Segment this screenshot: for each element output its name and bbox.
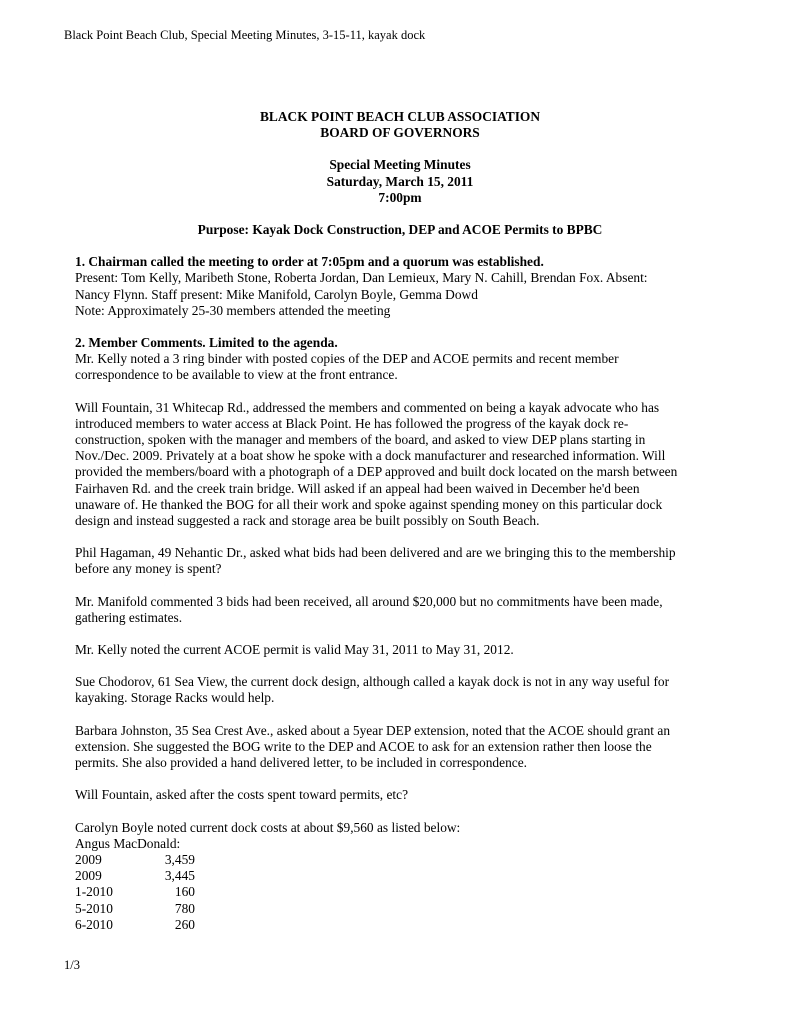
paragraph-line: gathering estimates. xyxy=(75,609,183,625)
paragraph-line: unaware of. He thanked the BOG for all their work and spoke against spending money on this particular dock xyxy=(75,496,663,512)
org-title: BLACK POINT BEACH CLUB ASSOCIATION xyxy=(259,109,541,124)
meeting-time: 7:00pm xyxy=(378,189,422,205)
paragraph-line: construction, spoken with the manager and members of the board, and asked to view DEP plans starting in xyxy=(75,432,646,448)
cost-year: 2009 xyxy=(75,868,102,884)
cost-amount: 3,459 xyxy=(164,851,195,867)
meeting-date: Saturday, March 15, 2011 xyxy=(326,173,474,189)
paragraph-line: Will Fountain, 31 Whitecap Rd., addressed the members and commented on being a kayak advocate who has xyxy=(75,399,660,415)
paragraph-line: provided the members/board with a photograph of a DEP approved and built dock located on the marsh between xyxy=(75,464,678,480)
cost-year: 2009 xyxy=(75,851,102,867)
paragraph-line: design and instead suggested a rack and storage area be built possibly on South Beach. xyxy=(75,513,540,529)
paragraph xyxy=(75,594,725,626)
paragraph xyxy=(75,820,725,933)
cost-row xyxy=(75,917,725,933)
board-title: BOARD OF GOVERNORS xyxy=(320,125,480,141)
cost-row xyxy=(75,901,725,917)
paragraph-line: before any money is spent? xyxy=(75,561,222,577)
paragraph xyxy=(75,545,725,577)
paragraph xyxy=(75,400,725,530)
meeting-purpose: Purpose: Kayak Dock Construction, DEP and ACOE Permits to BPBC xyxy=(197,222,603,238)
paragraph-line: extension. She suggested the BOG write to the DEP and ACOE to ask for an extension rather then loose the xyxy=(75,738,652,754)
paragraph-line: introduced members to water access at Black Point. He has followed the progress of the kayak dock re- xyxy=(75,415,629,431)
paragraph-line: Sue Chodorov, 61 Sea View, the current dock design, although called a kayak dock is not in any way useful for xyxy=(75,674,670,690)
paragraph-line: Carolyn Boyle noted current dock costs at about $9,560 as listed below: xyxy=(75,819,461,835)
section-1-title: 1. Chairman called the meeting to order at 7:05pm and a quorum was established. xyxy=(75,254,544,270)
cost-list xyxy=(75,852,725,933)
cost-amount: 780 xyxy=(174,900,195,916)
meeting-type: Special Meeting Minutes xyxy=(329,157,471,173)
paragraph-line: Mr. Kelly noted a 3 ring binder with posted copies of the DEP and ACOE permits and recent member xyxy=(75,351,619,367)
cost-year: 6-2010 xyxy=(75,916,113,932)
cost-year: 1-2010 xyxy=(75,884,113,900)
page-number: 1/3 xyxy=(64,958,80,972)
paragraph xyxy=(75,787,725,803)
paragraph-line: Nov./Dec. 2009. Privately at a boat show he spoke with a dock manufacturer and researched information. Will xyxy=(75,448,666,464)
paragraph-line: Fairhaven Rd. and the creek train bridge. Will asked if an appeal had been waived in December he'd been xyxy=(75,480,640,496)
document-body xyxy=(75,109,725,933)
running-header: Black Point Beach Club, Special Meeting Minutes, 3-15-11, kayak dock xyxy=(64,28,426,42)
cost-amount: 260 xyxy=(174,916,195,932)
cost-row xyxy=(75,852,725,868)
cost-row xyxy=(75,884,725,900)
cost-amount: 3,445 xyxy=(164,868,195,884)
paragraph-line: Barbara Johnston, 35 Sea Crest Ave., asked about a 5year DEP extension, noted that the ACOE should grant an xyxy=(75,722,671,738)
section-2-title: 2. Member Comments. Limited to the agenda. xyxy=(75,335,338,351)
paragraph-line: correspondence to be available to view at the front entrance. xyxy=(75,367,398,383)
cost-amount: 160 xyxy=(174,884,195,900)
attendance-line: Nancy Flynn. Staff present: Mike Manifold, Carolyn Boyle, Gemma Dowd xyxy=(75,286,478,302)
attendance-line: Present: Tom Kelly, Maribeth Stone, Roberta Jordan, Dan Lemieux, Mary N. Cahill, Brendan Fox. Absent: xyxy=(75,270,648,286)
paragraph xyxy=(75,674,725,706)
paragraph-line: kayaking. Storage Racks would help. xyxy=(75,690,275,706)
paragraph-line: Phil Hagaman, 49 Nehantic Dr., asked what bids had been delivered and are we bringing this to the membership xyxy=(75,545,676,561)
paragraph-line: Angus MacDonald: xyxy=(75,835,181,851)
paragraph-line: Mr. Kelly noted the current ACOE permit is valid May 31, 2011 to May 31, 2012. xyxy=(75,642,514,658)
paragraph-line: Will Fountain, asked after the costs spent toward permits, etc? xyxy=(75,787,409,803)
attendance-note: Note: Approximately 25-30 members attended the meeting xyxy=(75,302,391,318)
paragraph xyxy=(75,723,725,772)
cost-row xyxy=(75,868,725,884)
paragraph-line: Mr. Manifold commented 3 bids had been received, all around $20,000 but no commitments have been made, xyxy=(75,593,663,609)
paragraph-line: permits. She also provided a hand delivered letter, to be included in correspondence. xyxy=(75,755,527,771)
paragraph xyxy=(75,642,725,658)
cost-year: 5-2010 xyxy=(75,900,113,916)
